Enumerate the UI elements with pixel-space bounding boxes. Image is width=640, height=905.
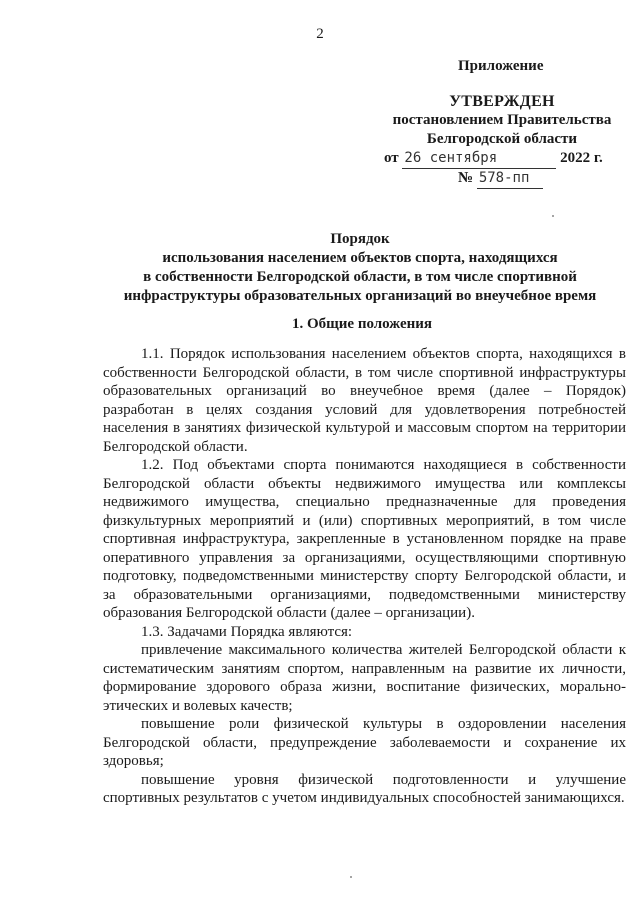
title-line-2: использования населением объектов спорта, находящихся (162, 250, 558, 266)
paragraph: повышение роли физической культуры в оздоровлении населения Белгородской области, предупреждение заболеваемости и сохранение их здоровья; (103, 716, 626, 769)
number-filled: 578-пп (477, 169, 543, 189)
paragraph: 1.3. Задачами Порядка являются: (141, 623, 353, 640)
section-heading: 1. Общие положения (291, 316, 433, 332)
approval-block (376, 92, 628, 189)
page-number: 2 (316, 26, 324, 42)
approved-word: УТВЕРЖДЕН (449, 93, 555, 110)
body-text (103, 345, 626, 808)
number-prefix: № (458, 170, 474, 186)
approval-date-line (376, 149, 628, 169)
date-prefix: от (384, 150, 399, 166)
approval-line-1: постановлением Правительства (392, 112, 612, 128)
title-line-4: инфраструктуры образовательных организаций во внеучебное время (123, 288, 597, 304)
paragraph: привлечение максимального количества жителей Белгородской области к систематическим занятиям спортом, направленным на развитие их личности, формирование здорового образа жизни, воспитание физических, морально-этических и волевых качеств; (103, 642, 626, 714)
paragraph: 1.1. Порядок использования населением объектов спорта, находящихся в собственности Белгородской области, в том числе спортивной инфраструктуры образовательных организаций во внеучебное время (далее – Порядок) разработан в целях создания условий для удовлетворения потребностей населения в занятиях физической культурой и массовым спортом на территории Белгородской области. (103, 346, 626, 455)
approval-line-2: Белгородской области (426, 131, 578, 147)
document-title (90, 230, 630, 306)
scan-speck (350, 876, 352, 878)
date-year: 2022 г. (560, 150, 603, 166)
paragraph: повышение уровня физической подготовленности и улучшение спортивных результатов с учетом индивидуальных способностей занимающихся. (103, 771, 626, 806)
title-line-1: Порядок (330, 231, 390, 247)
paragraph: 1.2. Под объектами спорта понимаются находящиеся в собственности Белгородской области объекты недвижимого имущества или комплексы недвижимого имущества, специально предназначенные для проведения физкультурных мероприятий и (или) спортивных мероприятий, в том числе спортивная инфраструктура, закрепленные в установленном порядке на праве оперативного управления за организациями, осуществляющими спортивную подготовку, подведомственными министерству спорту Белгородской области, и за образовательными организациями, подведомственными министерству образования Белгородской области (далее – организации). (103, 457, 626, 621)
date-filled: 26 сентября (402, 149, 556, 169)
title-line-3: в собственности Белгородской области, в том числе спортивной (143, 269, 577, 285)
annex-label: Приложение (458, 58, 544, 74)
scan-speck (552, 215, 554, 217)
approval-number-line (376, 169, 628, 189)
